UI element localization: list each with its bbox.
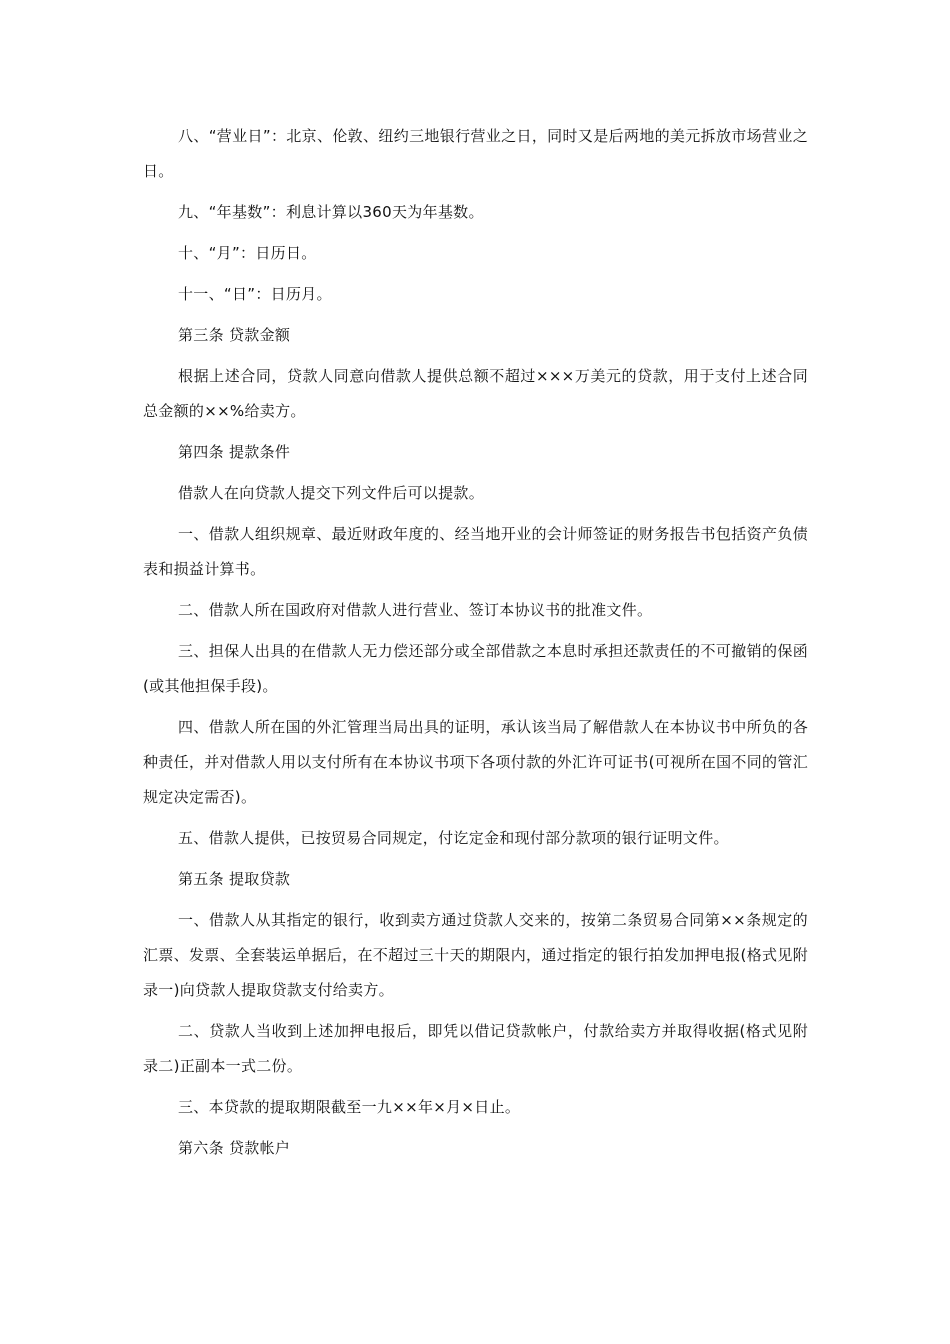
paragraph-condition-3: 三、担保人出具的在借款人无力偿还部分或全部借款之本息时承担还款责任的不可撤销的保函(或其他担保手段)。 xyxy=(143,642,808,695)
paragraph-withdrawal-2: 二、贷款人当收到上述加押电报后，即凭以借记贷款帐户，付款给卖方并取得收据(格式见附录二)正副本一式二份。 xyxy=(143,1022,808,1075)
heading-article-5: 第五条 提取贷款 xyxy=(178,870,291,888)
paragraph-withdrawal-3: 三、本贷款的提取期限截至一九××年×月×日止。 xyxy=(178,1098,521,1116)
paragraph-year-basis: 九、“年基数”：利息计算以360天为年基数。 xyxy=(178,203,484,221)
paragraph-business-day: 八、“营业日”：北京、伦敦、纽约三地银行营业之日，同时又是后两地的美元拆放市场营业之日。 xyxy=(143,127,808,180)
heading-article-3: 第三条 贷款金额 xyxy=(178,326,291,344)
paragraph-drawdown-intro: 借款人在向贷款人提交下列文件后可以提款。 xyxy=(178,484,485,502)
paragraph-condition-2: 二、借款人所在国政府对借款人进行营业、签订本协议书的批准文件。 xyxy=(178,601,653,619)
paragraph-condition-1: 一、借款人组织规章、最近财政年度的、经当地开业的会计师签证的财务报告书包括资产负债表和损益计算书。 xyxy=(143,525,808,578)
paragraph-month: 十、“月”：日历日。 xyxy=(178,244,317,262)
document-body xyxy=(143,119,808,1166)
paragraph-day: 十一、“日”：日历月。 xyxy=(178,285,332,303)
heading-article-4: 第四条 提款条件 xyxy=(178,443,291,461)
heading-article-6: 第六条 贷款帐户 xyxy=(178,1139,291,1157)
paragraph-condition-5: 五、借款人提供，已按贸易合同规定，付讫定金和现付部分款项的银行证明文件。 xyxy=(178,829,729,847)
paragraph-condition-4: 四、借款人所在国的外汇管理当局出具的证明，承认该当局了解借款人在本协议书中所负的各种责任，并对借款人用以支付所有在本协议书项下各项付款的外汇许可证书(可视所在国不同的管汇规定决定需否)。 xyxy=(143,718,808,806)
paragraph-withdrawal-1: 一、借款人从其指定的银行，收到卖方通过贷款人交来的，按第二条贸易合同第××条规定的汇票、发票、全套装运单据后，在不超过三十天的期限内，通过指定的银行拍发加押电报(格式见附录一)向贷款人提取贷款支付给卖方。 xyxy=(143,911,808,999)
paragraph-loan-amount: 根据上述合同，贷款人同意向借款人提供总额不超过×××万美元的贷款，用于支付上述合同总金额的××%给卖方。 xyxy=(143,367,808,420)
